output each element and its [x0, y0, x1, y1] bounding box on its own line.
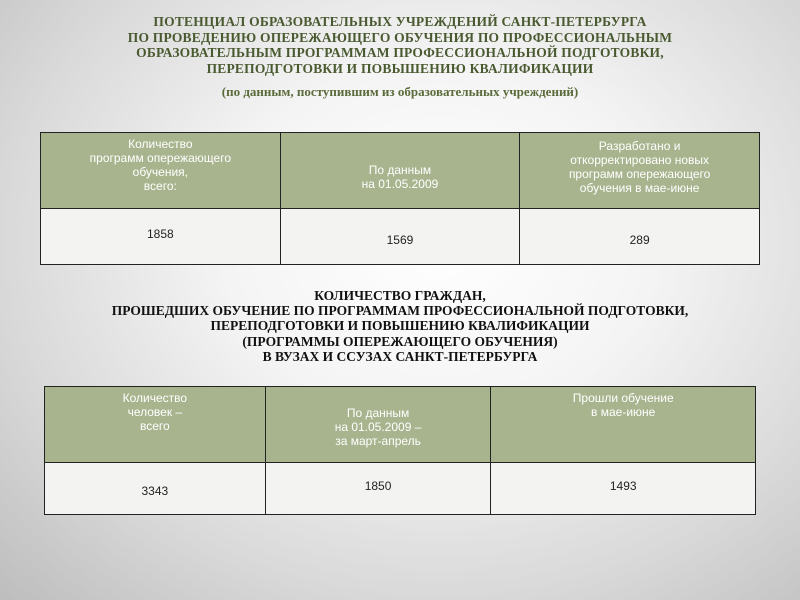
citizens-table-header-row — [45, 387, 756, 463]
header-cell-total-programs: Количество программ опережающего обучения, всего: — [41, 133, 281, 209]
header-cell-developed-programs: Разработано и откорректировано новых программ опережающего обучения в мае-июне — [520, 133, 760, 209]
section-title-line: ПРОШЕДШИХ ОБУЧЕНИЕ ПО ПРОГРАММАМ ПРОФЕССИОНАЛЬНОЙ ПОДГОТОВКИ, — [111, 303, 689, 319]
value-as-of-date: 1569 — [280, 209, 520, 265]
title-line: ОБРАЗОВАТЕЛЬНЫМ ПРОГРАММАМ ПРОФЕССИОНАЛЬНОЙ ПОДГОТОВКИ, — [136, 45, 664, 60]
slide-header — [40, 14, 760, 100]
header-cell-march-april: По данным на 01.05.2009 – за март-апрель — [265, 387, 491, 463]
section-title-line: В ВУЗАХ И ССУЗАХ САНКТ-ПЕТЕРБУРГА — [262, 348, 538, 364]
section-title — [40, 288, 760, 364]
citizens-table-row — [45, 463, 756, 515]
header-cell-as-of-date: По данным на 01.05.2009 — [280, 133, 520, 209]
value-total-people: 3343 — [45, 463, 266, 515]
section-title-line: КОЛИЧЕСТВО ГРАЖДАН, — [314, 288, 486, 303]
value-may-june: 1493 — [491, 463, 756, 515]
programs-table-header-row — [41, 133, 760, 209]
citizens-table — [44, 386, 756, 515]
header-cell-total-people: Количество человек – всего — [45, 387, 266, 463]
title-line: ПЕРЕПОДГОТОВКИ И ПОВЫШЕНИЮ КВАЛИФИКАЦИИ — [206, 60, 594, 76]
value-total-programs: 1858 — [41, 209, 281, 265]
title-line: ПОТЕНЦИАЛ ОБРАЗОВАТЕЛЬНЫХ УЧРЕЖДЕНИЙ САНКТ-ПЕТЕРБУРГА — [153, 14, 647, 29]
programs-table-row — [41, 209, 760, 265]
section-title-line: (ПРОГРАММЫ ОПЕРЕЖАЮЩЕГО ОБУЧЕНИЯ) — [242, 333, 558, 349]
header-cell-may-june: Прошли обучение в мае-июне — [491, 387, 756, 463]
value-march-april: 1850 — [265, 463, 491, 515]
programs-table — [40, 132, 760, 265]
slide-title — [40, 14, 760, 76]
value-developed-programs: 289 — [520, 209, 760, 265]
slide-subtitle: (по данным, поступившим из образовательных учреждений) — [221, 84, 579, 99]
section-title-line: ПЕРЕПОДГОТОВКИ И ПОВЫШЕНИЮ КВАЛИФИКАЦИИ — [210, 318, 590, 334]
title-line: ПО ПРОВЕДЕНИЮ ОПЕРЕЖАЮЩЕГО ОБУЧЕНИЯ ПО ПРОФЕССИОНАЛЬНЫМ — [127, 29, 673, 45]
